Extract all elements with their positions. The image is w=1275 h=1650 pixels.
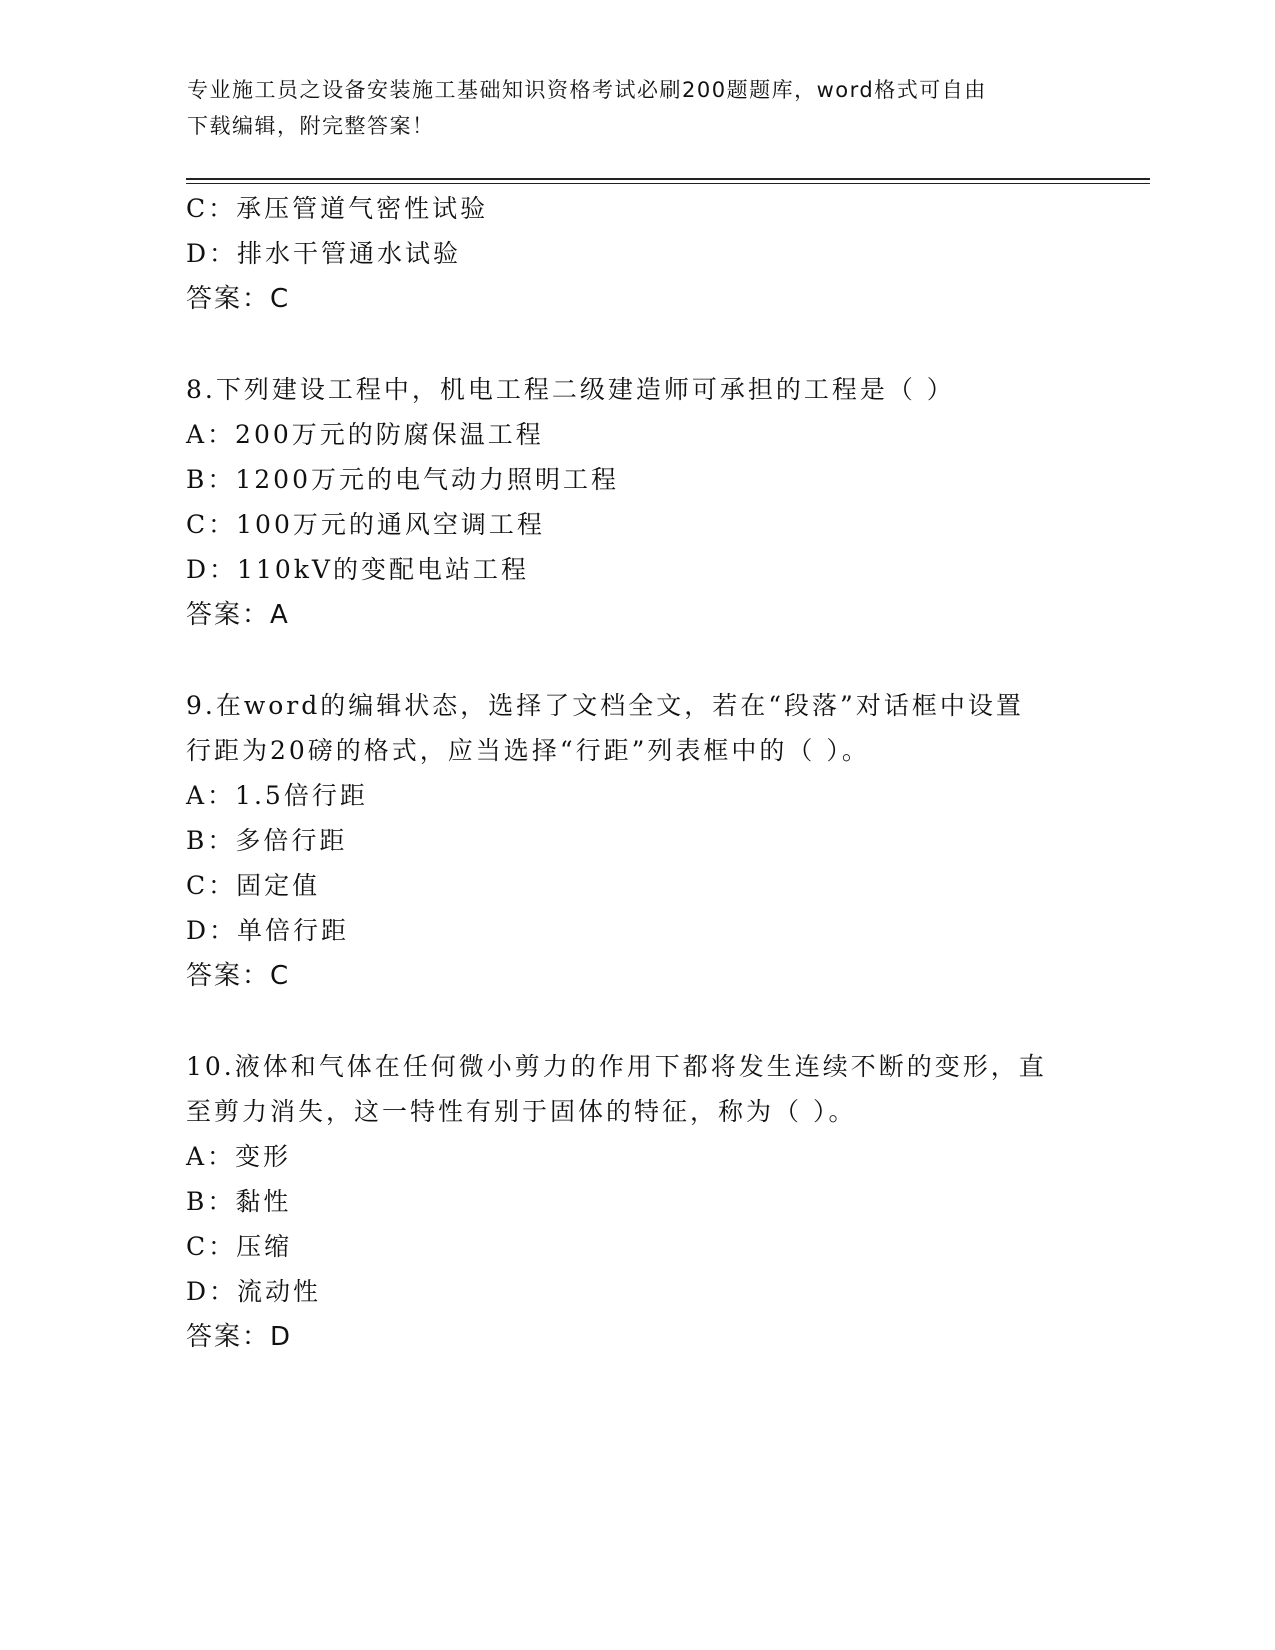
q9-option-d: D：单倍行距 [186,916,350,945]
q10-option-d: D：流动性 [186,1277,322,1306]
q10-option-a: A：变形 [186,1142,292,1171]
q10-stem-line-1: 10.液体和气体在任何微小剪力的作用下都将发生连续不断的变形，直 [186,1052,1047,1081]
q10-stem-line-2: 至剪力消失，这一特性有别于固体的特征，称为（ ）。 [186,1097,857,1126]
q8-option-a: A：200万元的防腐保温工程 [186,420,544,449]
document-header [187,72,1087,144]
header-divider-thick [186,178,1150,180]
q8-answer: 答案：A [186,600,290,630]
q9-option-a: A：1.5倍行距 [186,781,368,810]
q10-answer: 答案：D [186,1322,293,1352]
q8-option-b: B：1200万元的电气动力照明工程 [186,465,619,494]
q8-option-c: C：100万元的通风空调工程 [186,510,545,539]
q9-answer: 答案：C [186,961,291,991]
q8-option-d: D：110kV的变配电站工程 [186,555,529,584]
q7-answer: 答案：C [186,284,291,314]
q10-option-b: B：黏性 [186,1187,292,1216]
q9-stem-line-2: 行距为20磅的格式，应当选择“行距”列表框中的（ ）。 [186,736,870,765]
q9-option-c: C：固定值 [186,871,321,900]
q9-stem-line-1: 9.在word的编辑状态，选择了文档全文，若在“段落”对话框中设置 [186,691,1024,720]
q7-option-c: C：承压管道气密性试验 [186,194,489,223]
q9-option-b: B：多倍行距 [186,826,348,855]
header-divider-thin [186,183,1150,184]
header-line-1: 专业施工员之设备安装施工基础知识资格考试必刷200题题库，word格式可自由 [187,78,987,102]
q7-option-d: D：排水干管通水试验 [186,239,462,268]
q8-stem: 8.下列建设工程中，机电工程二级建造师可承担的工程是（ ） [186,375,955,404]
header-line-2: 下载编辑，附完整答案！ [187,114,435,138]
q10-option-c: C：压缩 [186,1232,293,1261]
